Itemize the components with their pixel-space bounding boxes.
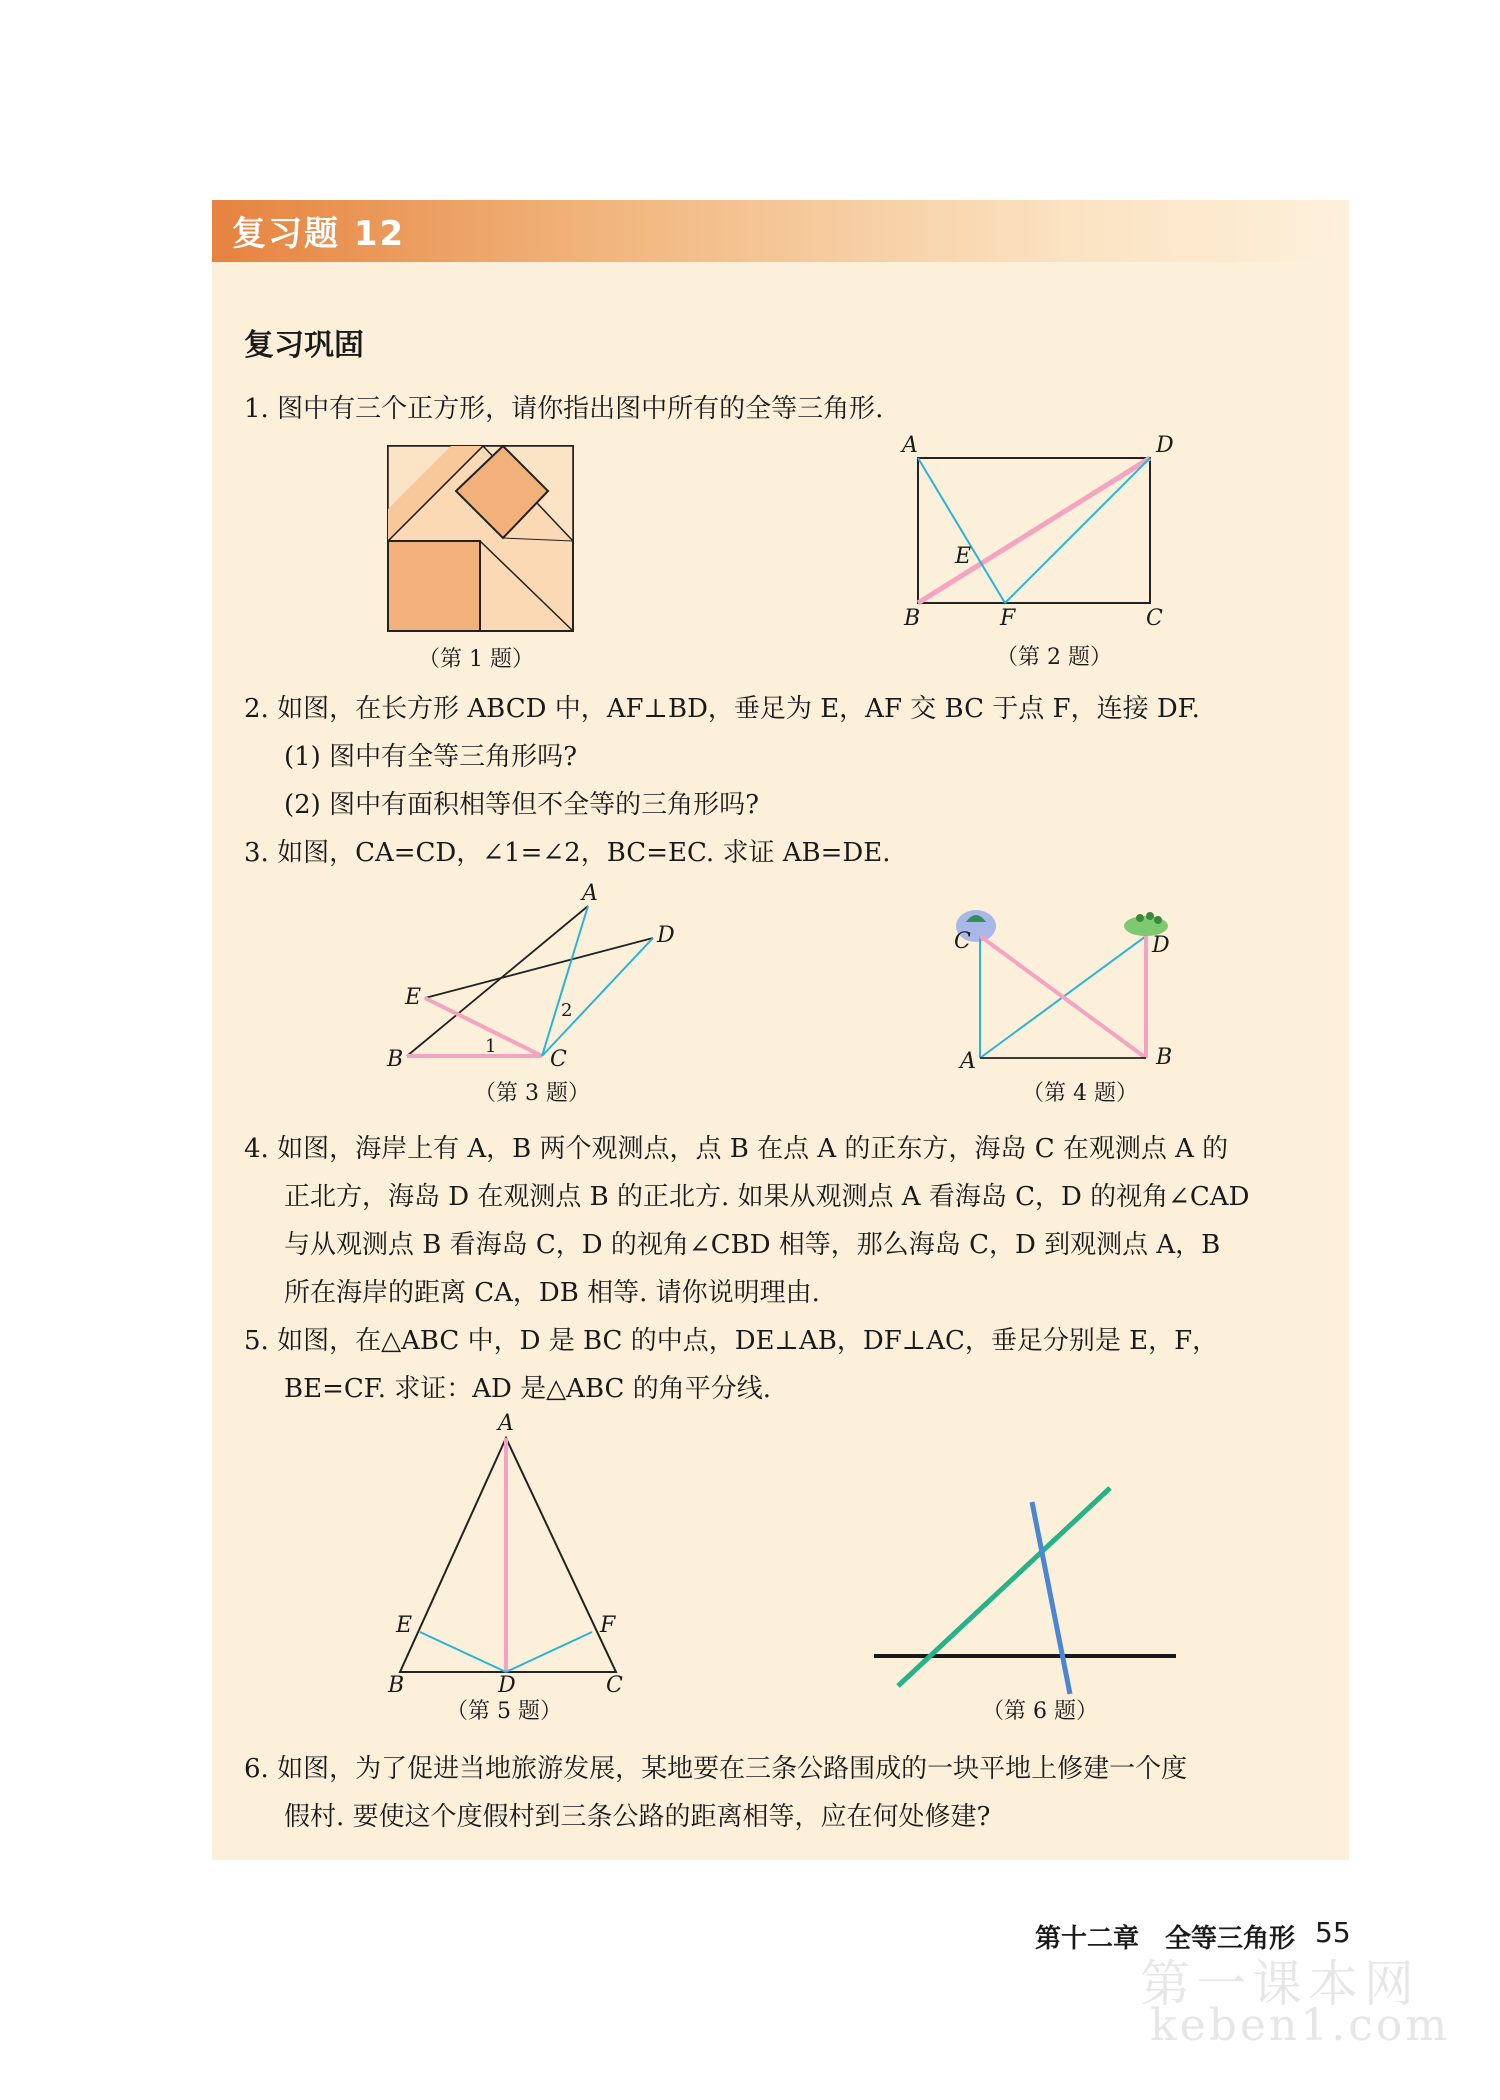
page-number: 55 [1315, 1916, 1351, 1949]
fig5-label-F: F [600, 1613, 616, 1638]
section-title: 复习巩固 [244, 328, 364, 363]
fig5-label-C: C [606, 1673, 623, 1698]
problem-5-line-2: BE=CF. 求证：AD 是△ABC 的角平分线. [284, 1374, 771, 1404]
figure-4-caption: （第 4 题） [1022, 1081, 1138, 1106]
problem-4-line-1: 4. 如图，海岸上有 A，B 两个观测点，点 B 在点 A 的正东方，海岛 C 在观测点 A 的 [244, 1134, 1229, 1164]
fig3-label-C: C [550, 1047, 567, 1072]
fig2-label-C: C [1146, 606, 1163, 631]
fig3-label-D: D [657, 923, 675, 948]
figure-2-caption: （第 2 题） [996, 645, 1112, 670]
figure-2 [900, 430, 1180, 630]
fig4-label-D: D [1152, 933, 1170, 958]
figure-1-caption: （第 1 题） [418, 647, 534, 672]
problem-4-line-2: 正北方，海岛 D 在观测点 B 的正北方. 如果从观测点 A 看海岛 C，D 的视角∠CAD [284, 1182, 1250, 1212]
watermark-url: keben1.com [1150, 2000, 1451, 2051]
problem-2-question-1: (1) 图中有全等三角形吗? [284, 742, 578, 772]
figure-5-caption: （第 5 题） [446, 1699, 562, 1724]
problem-2-text: 2. 如图，在长方形 ABCD 中，AF⊥BD，垂足为 E，AF 交 BC 于点 F，连接 DF. [244, 694, 1200, 724]
figure-1 [388, 446, 578, 636]
fig3-angle-2: 2 [561, 1000, 573, 1021]
figure-4 [950, 900, 1190, 1075]
problem-2-question-2: (2) 图中有面积相等但不全等的三角形吗? [284, 790, 760, 820]
problem-4-line-4: 所在海岸的距离 CA，DB 相等. 请你说明理由. [284, 1278, 820, 1308]
fig2-label-B: B [904, 606, 921, 631]
figure-3-caption: （第 3 题） [474, 1081, 590, 1106]
fig3-label-E: E [405, 985, 422, 1010]
problem-1-text: 1. 图中有三个正方形，请你指出图中所有的全等三角形. [244, 394, 884, 424]
fig4-label-B: B [1156, 1045, 1173, 1070]
fig5-label-A: A [498, 1411, 514, 1436]
chapter-footer: 第十二章 全等三角形 [1035, 1924, 1296, 1954]
fig3-angle-1: 1 [485, 1036, 497, 1057]
problem-6-line-2: 假村. 要使这个度假村到三条公路的距离相等，应在何处修建? [284, 1802, 991, 1832]
fig3-label-B: B [387, 1047, 404, 1072]
problem-5-line-1: 5. 如图，在△ABC 中，D 是 BC 的中点，DE⊥AB，DF⊥AC，垂足分别是 E，F， [244, 1326, 1219, 1356]
page-title: 复习题 12 [232, 214, 406, 254]
fig3-label-A: A [582, 881, 598, 906]
figure-6-caption: （第 6 题） [982, 1699, 1098, 1724]
fig5-label-E: E [396, 1613, 413, 1638]
fig4-label-A: A [960, 1049, 976, 1074]
fig2-label-E: E [955, 544, 972, 569]
problem-3-text: 3. 如图，CA=CD，∠1=∠2，BC=EC. 求证 AB=DE. [244, 838, 891, 868]
fig5-label-D: D [498, 1673, 516, 1698]
fig5-label-B: B [388, 1673, 405, 1698]
fig2-label-D: D [1156, 433, 1174, 458]
fig4-label-C: C [954, 929, 971, 954]
figure-3 [385, 880, 685, 1070]
fig2-label-F: F [1000, 606, 1016, 631]
watermark-text: 第一课本网 [1140, 1955, 1420, 2013]
problem-6-line-1: 6. 如图，为了促进当地旅游发展，某地要在三条公路围成的一块平地上修建一个度 [244, 1754, 1188, 1784]
figure-5 [380, 1410, 640, 1700]
fig2-label-A: A [902, 433, 918, 458]
figure-6 [870, 1480, 1180, 1700]
problem-4-line-3: 与从观测点 B 看海岛 C，D 的视角∠CBD 相等，那么海岛 C，D 到观测点 A，B [284, 1230, 1221, 1260]
